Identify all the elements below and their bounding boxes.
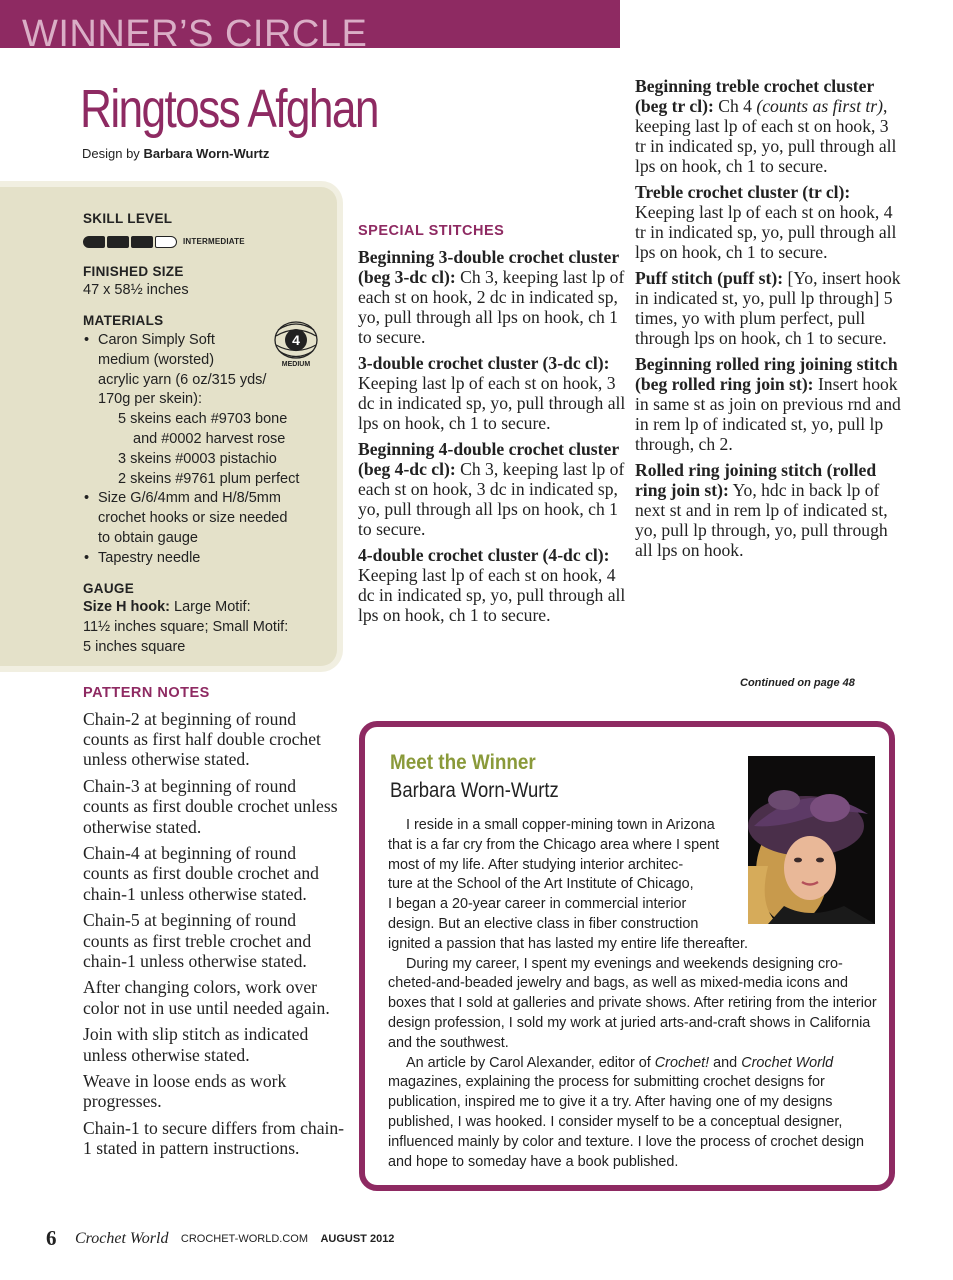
stitch-term: 4-double crochet cluster (4-dc cl): xyxy=(358,545,610,565)
pattern-note: Chain-1 to secure differs from chain-1 stated in pattern instructions. xyxy=(83,1118,345,1159)
page-footer xyxy=(46,1226,394,1251)
materials-yarn-line: acrylic yarn (6 oz/315 yds/ xyxy=(98,371,267,388)
special-stitches-continued xyxy=(635,76,903,566)
meet-the-winner-box xyxy=(359,721,895,1191)
finished-size-heading: FINISHED SIZE xyxy=(83,263,184,279)
stitch-term: Beginning 3-double crochet cluster (beg 3-dc cl): xyxy=(358,247,619,287)
pattern-note: After changing colors, work over color not in use until needed again. xyxy=(83,977,330,1018)
skill-segment xyxy=(83,236,105,248)
materials-item-hooks xyxy=(83,489,323,548)
skill-level-heading: SKILL LEVEL xyxy=(83,211,173,226)
yarn-weight-icon xyxy=(270,318,322,368)
stitch-term: 3-double crochet cluster (3-dc cl): xyxy=(358,353,610,373)
byline-prefix: Design by xyxy=(82,146,140,161)
stitch-term: Beginning rolled ring joining stitch (beg rolled ring join st): xyxy=(635,354,898,394)
winner-bio-text: magazines, explaining the process for submitting crochet designs for publication, inspired me to give it a try. After having one of my designs published, I was hooked. I consider myself to be a conceptual designer, influenced mainly by color and texture. I love the process of crochet design and hope to someday have a book published. xyxy=(388,1074,864,1170)
footer-issue-date: AUGUST 2012 xyxy=(320,1232,395,1245)
pattern-note: Join with slip stitch as indicated unless otherwise stated. xyxy=(83,1024,309,1065)
materials-hooks-line: to obtain gauge xyxy=(98,529,198,546)
stitch-text: , keeping last lp of each st on hook, 3 tr in indicated sp, yo, pull through all lps on hook, ch 1 to secure. xyxy=(635,96,897,176)
winner-bio-line: that is a far cry from the Chicago area where I spent xyxy=(388,836,720,853)
skill-segment xyxy=(107,236,129,248)
materials-hooks-line: crochet hooks or size needed xyxy=(98,510,288,527)
skill-segment xyxy=(131,236,153,248)
stitch-definition xyxy=(358,353,626,433)
stitch-text: Keeping last lp of each st on hook, 3 dc in indicated sp, yo, pull through all lps on hook, ch 1 to secure. xyxy=(358,373,626,433)
materials-heading: MATERIALS xyxy=(83,313,164,329)
pattern-note: Chain-2 at beginning of round counts as first half double crochet unless otherwise stated. xyxy=(83,709,321,770)
designer-byline xyxy=(82,146,269,161)
footer-magazine-name: Crochet World xyxy=(74,1229,169,1247)
stitch-text: Ch 3, keeping last lp of each st on hook, 2 dc in indicated sp, yo, pull through all lps on hook, ch 1 to secure. xyxy=(358,267,625,347)
stitch-definition xyxy=(635,460,903,560)
special-stitches-section xyxy=(358,223,626,631)
stitch-definition xyxy=(635,182,903,262)
gauge-text: Large Motif: xyxy=(174,599,251,616)
gauge-line: 11½ inches square; Small Motif: xyxy=(83,619,289,636)
winner-heading: Meet the Winner xyxy=(390,751,536,774)
continued-on-page-link[interactable]: Continued on page 48 xyxy=(740,677,855,689)
pattern-info-box xyxy=(0,187,337,666)
gauge-line xyxy=(83,598,323,618)
yarn-color-line: and #0002 harvest rose xyxy=(133,430,286,447)
stitch-term: Treble crochet cluster (tr cl): xyxy=(635,182,851,202)
magazine-name: Crochet! xyxy=(654,1054,710,1071)
winner-bio-line: ture at the School of the Art Institute of Chicago, xyxy=(388,876,694,893)
winner-bio-line: ignited a passion that has lasted my entire life thereafter. xyxy=(388,935,748,952)
stitch-text: Keeping last lp of each st on hook, 4 tr in indicated sp, yo, pull through all lps on hook, ch 1 to secure. xyxy=(635,202,897,262)
materials-yarn-line: 170g per skein): xyxy=(98,391,202,408)
section-banner xyxy=(0,0,620,48)
skill-level-label: INTERMEDIATE xyxy=(183,236,245,246)
pattern-notes-heading: PATTERN NOTES xyxy=(83,685,210,701)
stitch-text: Ch 3, keeping last lp of each st on hook, 3 dc in indicated sp, yo, pull through all lps on hook, ch 1 to secure. xyxy=(358,459,625,539)
stitch-term: Rolled ring joining stitch (rolled ring join st): xyxy=(635,460,877,500)
stitch-definition xyxy=(358,247,626,347)
designer-name: Barbara Worn-Wurtz xyxy=(143,146,270,161)
winner-bio-text: and xyxy=(713,1054,738,1071)
winner-bio-wrapped-lines xyxy=(388,816,743,935)
stitch-text: Insert hook in same st as join on previous rnd and in rem lp of indicated st, yo, pull lp through, ch 2. xyxy=(635,374,901,454)
gauge-hook-label: Size H hook: xyxy=(83,599,171,616)
gauge-line: 5 inches square xyxy=(83,638,186,655)
pattern-note: Weave in loose ends as work progresses. xyxy=(83,1071,287,1112)
winner-bio-paragraph: During my career, I spent my evenings and weekends designing cro-cheted-and-beaded jewelry and bags, as well as mixed-media icons and boxes that I sold at galleries and private shows. After retiring from the interior design profession, I sold my work at juried arts-and-craft shows in California and the southwest. xyxy=(388,955,877,1051)
stitch-definition xyxy=(635,76,903,176)
stitch-text: Ch 4 xyxy=(718,96,752,116)
stitch-term: Beginning 4-double crochet cluster (beg 4-dc cl): xyxy=(358,439,619,479)
pattern-note: Chain-3 at beginning of round counts as first double crochet unless otherwise stated. xyxy=(83,776,338,837)
magazine-name: Crochet World xyxy=(741,1054,834,1071)
yarn-color-line: 5 skeins each #9703 bone xyxy=(118,411,288,428)
page-number: 6 xyxy=(46,1226,57,1250)
winner-bio-text: An article by Carol Alexander, editor of xyxy=(406,1054,651,1071)
skill-level-bar xyxy=(83,236,177,248)
pattern-notes-section xyxy=(83,685,345,1165)
gauge-heading: GAUGE xyxy=(83,580,135,596)
skill-segment xyxy=(155,236,177,248)
section-banner-label: WINNER’S CIRCLE xyxy=(22,13,368,48)
stitch-text: Keeping last lp of each st on hook, 4 dc in indicated sp, yo, pull through all lps on hook, ch 1 to secure. xyxy=(358,565,626,625)
yarn-color-line: 2 skeins #9761 plum perfect xyxy=(118,470,300,487)
winner-bio-line: I began a 20-year career in commercial interior xyxy=(388,896,687,913)
stitch-term: Beginning treble crochet cluster (beg tr cl): xyxy=(635,76,874,116)
skill-level-indicator xyxy=(83,232,323,252)
article-title: Ringtoss Afghan xyxy=(80,79,378,139)
pattern-note: Chain-5 at beginning of round counts as first treble crochet and chain-1 unless otherwise stated. xyxy=(83,910,312,971)
stitch-definition xyxy=(635,354,903,454)
stitch-text: [Yo, insert hook in indicated st, yo, pull lp through] 5 times, yo with plum perfect, pull through lps on hook, ch 1 to secure. xyxy=(635,268,901,348)
footer-website[interactable]: CROCHET-WORLD.COM xyxy=(180,1232,308,1245)
yarn-color-line: 3 skeins #0003 pistachio xyxy=(118,450,277,467)
materials-item-needle: • Tapestry needle xyxy=(83,549,323,569)
winner-bio-paragraph xyxy=(388,1054,878,1173)
winner-bio-line: most of my life. After studying interior architec- xyxy=(388,856,684,873)
stitch-text-italic: (counts as first tr) xyxy=(756,96,883,116)
yarn-weight-number: 4 xyxy=(292,332,300,348)
stitch-definition xyxy=(358,439,626,539)
stitch-definition xyxy=(358,545,626,625)
special-stitches-heading: SPECIAL STITCHES xyxy=(358,223,505,239)
winner-bio-line: I reside in a small copper-mining town in Arizona xyxy=(406,817,715,833)
pattern-info-content xyxy=(83,209,323,658)
winner-bio-line: design. But an elective class in fiber construction xyxy=(388,915,699,932)
stitch-text: Yo, hdc in back lp of next st and in rem lp of indicated st, yo, pull lp through, yo, pull through all lps on hook. xyxy=(635,480,888,560)
materials-yarn-line: medium (worsted) xyxy=(98,351,215,368)
winner-name: Barbara Worn-Wurtz xyxy=(390,779,559,802)
materials-yarn-line: • Caron Simply Soft xyxy=(98,331,215,348)
finished-size-value: 47 x 58½ inches xyxy=(83,282,189,299)
stitch-definition xyxy=(635,268,903,348)
winner-bio xyxy=(388,816,878,1172)
pattern-note: Chain-4 at beginning of round counts as first double crochet and chain-1 unless otherwise stated. xyxy=(83,843,319,904)
stitch-term: Puff stitch (puff st): xyxy=(635,268,784,288)
materials-list-continued xyxy=(83,489,323,568)
materials-hooks-line: • Size G/6/4mm and H/8/5mm xyxy=(98,490,281,507)
yarn-weight-label: MEDIUM xyxy=(281,361,311,368)
